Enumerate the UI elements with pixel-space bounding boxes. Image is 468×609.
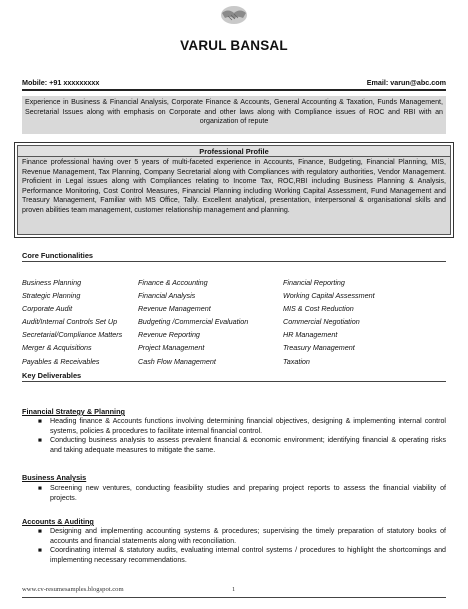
functionality-item: Secretarial/Compliance Matters bbox=[22, 330, 123, 340]
list-item: ■ Screening new ventures, conducting feasibility studies and preparing project reports to assess the financial viability of projects. bbox=[38, 484, 446, 502]
functionality-item: Business Planning bbox=[22, 278, 82, 287]
list-item: ■ Heading finance & Accounts functions involving determining financial objectives, designing & implementing internal control systems, policies & procedures to facilitate internal financial control. bbox=[38, 417, 446, 435]
functionality-item: Taxation bbox=[283, 356, 310, 366]
functionality-item: Corporate Audit bbox=[22, 304, 73, 314]
functionality-column-3 bbox=[283, 276, 375, 368]
bullet-icon: ■ bbox=[38, 485, 42, 492]
deliverable-list bbox=[38, 417, 446, 455]
footer-divider bbox=[22, 597, 446, 598]
functionality-item: MIS & Cost Reduction bbox=[283, 304, 354, 314]
professional-profile-title: Professional Profile bbox=[18, 146, 450, 157]
handshake-icon bbox=[219, 2, 249, 28]
deliverable-list bbox=[38, 484, 446, 503]
bullet-icon: ■ bbox=[38, 437, 42, 445]
deliverable-group-heading: Accounts & Auditing bbox=[22, 517, 94, 526]
professional-profile-box bbox=[14, 142, 454, 238]
functionality-item: Payables & Receivables bbox=[22, 356, 100, 366]
email-address: Email: varun@abc.com bbox=[366, 78, 446, 87]
professional-profile-text: Finance professional having over 5 years of multi-faceted experience in Accounts, Finance, Budgeting, Financial Planning, MIS, Revenue Management, Tax Planning, Company Secretarial along with Compliances with regulatory authorities, Vendor Management. Proficient in Legal issues along with Compliances relating to Income Tax, ROC,RBI including Business Planning & Analysis, Performance Monitoring, Cost Control Measures, Financial Planning including Working Capital Assessment, Fund Management and Treasury Management, Familiar with MS Office, Tally. Excellent analytical, presentation, interpersonal & organisational skills and proven abilities team management, customer relationship management and planning. bbox=[22, 158, 446, 214]
functionality-item: HR Management bbox=[283, 330, 338, 340]
bullet-icon: ■ bbox=[38, 528, 42, 535]
list-item: ■ Coordinating internal & statutory audits, evaluating internal control systems / procedures to highlight the shortcomings and implementing necessary recommendations. bbox=[38, 546, 446, 564]
summary-text: Experience in Business & Financial Analysis, Corporate Finance & Accounts, General Accounting & Taxation, Funds Management, Secretarial Issues along with emphasis on Corporate and other laws along with Compliance issues of ROC and RBI with an organization of repute bbox=[25, 98, 443, 126]
deliverable-list bbox=[38, 527, 446, 565]
page-number: 1 bbox=[232, 586, 236, 593]
functionality-item: Strategic Planning bbox=[22, 291, 81, 301]
list-item: ■ Designing and implementing accounting systems & procedures; supervising the timely preparation of statutory books of accounts and financial statements along with reconciliation. bbox=[38, 527, 446, 545]
functionality-item: Cash Flow Management bbox=[138, 356, 216, 366]
bullet-icon: ■ bbox=[38, 547, 42, 555]
functionality-item: Merger & Acquisitions bbox=[22, 343, 92, 353]
functionality-item: Revenue Management bbox=[138, 304, 211, 314]
deliverable-group-heading: Financial Strategy & Planning bbox=[22, 407, 125, 416]
functionality-item: Project Management bbox=[138, 343, 205, 353]
professional-profile-inner bbox=[17, 145, 451, 235]
functionality-item: Financial Reporting bbox=[283, 278, 345, 287]
bullet-icon: ■ bbox=[38, 418, 42, 425]
candidate-name: VARUL BANSAL bbox=[180, 38, 288, 53]
functionality-column-1 bbox=[22, 276, 122, 368]
core-functionalities-heading: Core Functionalities bbox=[22, 251, 446, 262]
functionality-item: Financial Analysis bbox=[138, 291, 196, 301]
functionality-item: Finance & Accounting bbox=[138, 278, 208, 287]
footer-url: www.cv-resumesamples.blogspot.com bbox=[22, 586, 124, 593]
list-item: ■ Conducting business analysis to assess prevalent financial & economic environment; identifying financial & operating risks and taking adequate measures to mitigate the same. bbox=[38, 436, 446, 454]
deliverable-group-heading: Business Analysis bbox=[22, 473, 87, 482]
functionality-item: Budgeting /Commercial Evaluation bbox=[138, 317, 249, 327]
key-deliverables-heading: Key Deliverables bbox=[22, 371, 446, 382]
mobile-number: Mobile: +91 xxxxxxxxx bbox=[22, 78, 100, 87]
functionality-item: Audit/Internal Controls Set Up bbox=[22, 317, 118, 327]
functionality-column-2 bbox=[138, 276, 248, 368]
functionality-item: Commercial Negotiation bbox=[283, 317, 360, 327]
functionality-item: Treasury Management bbox=[283, 343, 355, 353]
functionality-item: Working Capital Assessment bbox=[283, 291, 375, 301]
functionality-item: Revenue Reporting bbox=[138, 330, 200, 340]
summary-box bbox=[22, 96, 446, 134]
header-divider bbox=[22, 89, 446, 91]
